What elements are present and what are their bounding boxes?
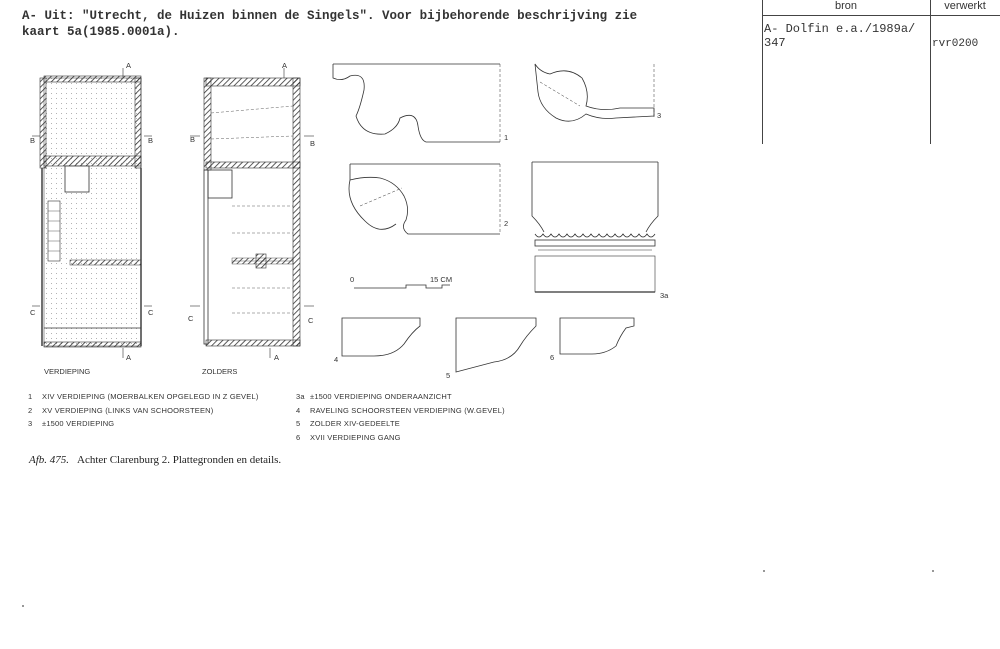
detail-6-number: 6 <box>550 353 555 362</box>
plan-zolders-south-wall <box>206 340 300 346</box>
legend-number: 2 <box>28 405 33 415</box>
legend-item <box>296 390 505 404</box>
plan-verdieping-section-c-right: C <box>148 308 154 317</box>
table-column-divider <box>930 0 931 144</box>
legend-item <box>296 431 505 445</box>
detail-5-profile <box>456 318 536 372</box>
header-text <box>22 8 722 40</box>
legend-number: 5 <box>296 419 301 428</box>
detail-3a-elevation <box>532 162 658 292</box>
legend-text: XV VERDIEPING (LINKS VAN SCHOORSTEEN) <box>42 405 214 415</box>
bron-value-line-1: A- Dolfin e.a./1989a/ <box>764 22 916 36</box>
legend-number: 4 <box>296 405 301 415</box>
detail-4-profile <box>342 318 420 356</box>
detail-1-number: 1 <box>504 133 509 142</box>
legend-number: 6 <box>296 432 301 442</box>
caption-text: Achter Clarenburg 2. Plattegronden en details. <box>77 454 282 466</box>
plan-verdieping-west-wall <box>40 78 46 168</box>
detail-3-profile <box>535 64 654 121</box>
detail-5-number: 5 <box>446 371 451 380</box>
plan-verdieping-south-wall <box>44 342 141 347</box>
plan-zolders-section-b-left: B <box>190 135 196 144</box>
legend-item <box>296 404 505 418</box>
scan-speck <box>932 570 934 572</box>
plan-zolders-east-wall <box>293 78 300 346</box>
legend-text: ±1500 VERDIEPING ONDERAANZICHT <box>310 392 452 401</box>
detail-3-number: 3 <box>657 111 662 120</box>
legend-number: 3a <box>296 392 305 401</box>
header-line-2: kaart 5a(1985.0001a). <box>22 25 180 39</box>
plan-verdieping-section-a-bottom: A <box>126 353 132 362</box>
plan-verdieping <box>32 68 152 358</box>
legend-text: RAVELING SCHOORSTEEN VERDIEPING (W.GEVEL) <box>310 405 505 415</box>
plan-verdieping-cross-wall <box>44 156 141 166</box>
plan-zolders-cross-wall <box>206 162 300 168</box>
column-header-verwerkt: verwerkt <box>944 0 986 12</box>
legend-number: 3 <box>28 419 33 428</box>
table-left-border <box>762 0 763 144</box>
figure-number: Afb. 475. <box>29 454 70 466</box>
plan-verdieping-chimney <box>65 166 89 192</box>
legend-item <box>296 417 505 431</box>
plan-zolders-north-wall <box>206 78 300 86</box>
detail-2-number: 2 <box>504 219 509 228</box>
plan-verdieping-section-b-right: B <box>148 136 154 145</box>
scan-speck <box>22 605 24 607</box>
legend-text: ZOLDER XIV-GEDEELTE <box>310 419 400 428</box>
plan-zolders-section-c-right: C <box>308 316 314 325</box>
legend-text: XIV VERDIEPING (MOERBALKEN OPGELEGD IN Z GEVEL) <box>42 392 259 401</box>
plan-zolders-chimney <box>208 170 232 198</box>
plan-verdieping-east-wall <box>135 78 141 168</box>
index-card-table <box>762 0 1000 144</box>
figure-caption <box>29 454 281 466</box>
legend-number: 1 <box>28 392 33 401</box>
scan-speck <box>763 570 765 572</box>
legend-item <box>28 390 259 404</box>
bron-value <box>764 22 928 50</box>
plan-verdieping-section-a-top: A <box>126 61 132 70</box>
header-line-1: A- Uit: "Utrecht, de Huizen binnen de Singels". Voor bijbehorende beschrijving zie <box>22 9 638 23</box>
table-header-rule <box>762 15 1000 16</box>
scale-bar-max: 15 CM <box>430 275 453 284</box>
plan-zolders-title: ZOLDERS <box>202 367 238 376</box>
plan-zolders-section-c-left: C <box>188 314 194 323</box>
scale-bar-zero: 0 <box>350 275 355 284</box>
scale-bar <box>354 285 450 288</box>
legend-text: ±1500 VERDIEPING <box>42 419 115 428</box>
detail-6-profile <box>560 318 634 354</box>
plan-verdieping-section-c-left: C <box>30 308 36 317</box>
plan-zolders-west-wall <box>204 78 211 170</box>
plan-zolders-section-b-right: B <box>310 139 316 148</box>
legend-text: XVII VERDIEPING GANG <box>310 432 401 442</box>
detail-2-profile <box>349 164 500 234</box>
detail-3a-number: 3a <box>660 291 669 300</box>
legend-left <box>28 390 259 431</box>
plan-verdieping-title: VERDIEPING <box>44 367 91 376</box>
column-header-bron: bron <box>834 0 858 12</box>
detail-1-profile <box>333 64 500 142</box>
plan-verdieping-section-b-left: B <box>30 136 36 145</box>
verwerkt-value: rvr0200 <box>932 38 979 50</box>
bron-value-line-2: 347 <box>764 36 786 50</box>
legend-item <box>28 404 259 418</box>
legend-item <box>28 417 259 431</box>
legend-right <box>296 390 505 444</box>
plan-zolders-section-a-top: A <box>282 61 288 70</box>
plan-zolders-section-a-bottom: A <box>274 353 280 362</box>
plan-zolders <box>190 68 314 358</box>
architectural-drawing <box>20 56 680 386</box>
detail-4-number: 4 <box>334 355 339 364</box>
plan-verdieping-north-wall <box>44 76 141 82</box>
